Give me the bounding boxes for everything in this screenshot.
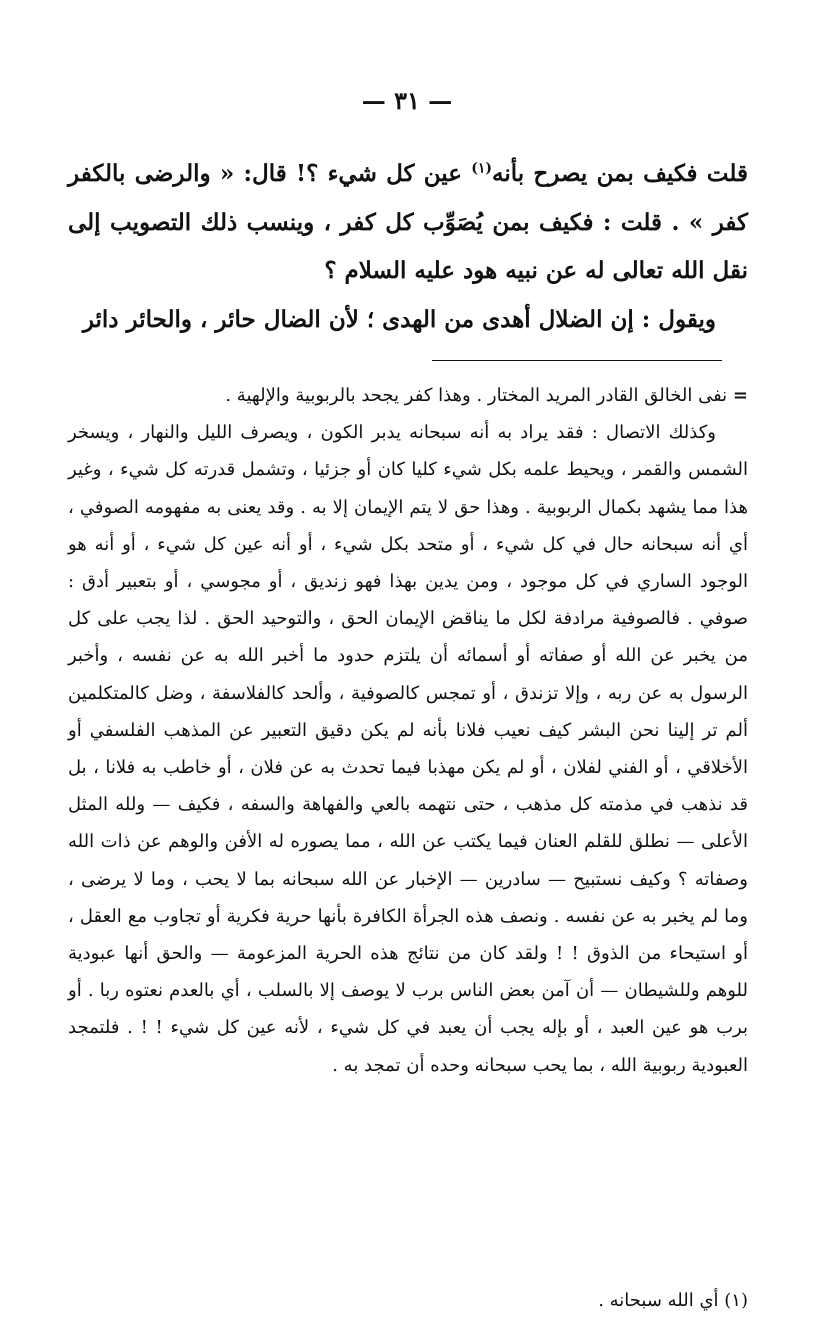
- page-number: — ٣١ —: [361, 86, 453, 115]
- main-paragraph-2: ويقول : إن الضلال أهدى من الهدى ؛ لأن الضال حائر ، والحائر دائر: [82, 305, 716, 333]
- continuation-mark: =: [732, 385, 748, 406]
- continuation-text: نفى الخالق القادر المريد المختار . وهذا كفر يجحد بالربوبية والإلهية .: [225, 385, 733, 406]
- footnote-continuation: [68, 377, 748, 414]
- main-paragraph-1-part-b: عين كل شيء ؟! قال: « والرضى بالكفر كفر » . قلت : فكيف بمن يُصَوِّب كل كفر ، وينسب ذلك التصويب إلى نقل الله تعالى له عن نبيه هود عليه السلام ؟: [68, 160, 748, 284]
- footnote-reference: (١): [471, 160, 493, 177]
- main-paragraph-1-part-a: قلت فكيف بمن يصرح بأنه: [492, 160, 748, 187]
- footnote-paragraph: وكذلك الاتصال : فقد يراد به أنه سبحانه يدبر الكون ، ويصرف الليل والنهار ، ويسخر الشمس والقمر ، ويحيط علمه بكل شيء كليا كان أو جزئيا ، وتشمل قدرته كل شيء ، وغير هذا مما يشهد بكمال الربوبية . وهذا حق لا يتم الإيمان إلا به . وقد يعنى به مفهومه الصوفي ، أي أنه سبحانه حال في كل شيء ، أو متحد بكل شيء ، أو أنه عين كل شيء ، أو أنه هو الوجود الساري في كل موجود ، ومن يدين بهذا فهو زنديق ، أو مجوسي ، أو بتعبير أدق : صوفي . فالصوفية مرادفة لكل ما يناقض الإيمان الحق ، والتوحيد الحق . لذا يجب على كل من يخبر عن الله أو صفاته أو أسمائه أن يلتزم حدود ما أخبر الله به عن نفسه ، وأخبر الرسول به عن ربه ، وإلا تزندق ، أو تمجس كالصوفية ، وألحد كالفلاسفة ، وضل كالمتكلمين ألم تر إلينا نحن البشر كيف نعيب فلانا بأنه لم يكن دقيق التعبير عن المذهب الفلسفي أو الأخلاقي ، أو الفني لفلان ، أو لم يكن مهذبا فيما تحدث به عن فلان ، أو خاطب به فلانا ، بل قد نذهب في مذمته كل مذهب ، حتى نتهمه بالعي والفهاهة والسفه ، فكيف — ولله المثل الأعلى — نطلق للقلم العنان فيما يكتب عن الله ، مما يصوره له الأفن والوهم عن ذات الله وصفاته ؟ وكيف نستبيح — سادرين — الإخبار عن الله سبحانه بما لا يحب ، وما لا يرضى ، وما لم يخبر به عن نفسه . ونصف هذه الجرأة الكافرة بأنها حرية فكرية أو تجاوب مع العقل ، أو استيحاء من الذوق ! ! ولقد كان من نتائج هذه الحرية المزعومة — والحق أنها عبودية للوهم وللشيطان — أن آمن بعض الناس برب لا يوصف إلا بالسلب ، أي بالعدم نعتوه ربا . أو برب هو عين العبد ، أو بإله يجب أن يعبد في كل شيء ، لأنه عين كل شيء ! ! . فلتمجد العبودية ربوبية الله ، بما يحب سبحانه وحده أن تمجد به .: [68, 422, 748, 1076]
- main-text: [68, 150, 748, 344]
- footnote-separator: [432, 360, 722, 361]
- footnote-1: (١) أي الله سبحانه .: [598, 1290, 748, 1311]
- footnote-area: [68, 377, 748, 1084]
- main-paragraph-1: [68, 150, 748, 296]
